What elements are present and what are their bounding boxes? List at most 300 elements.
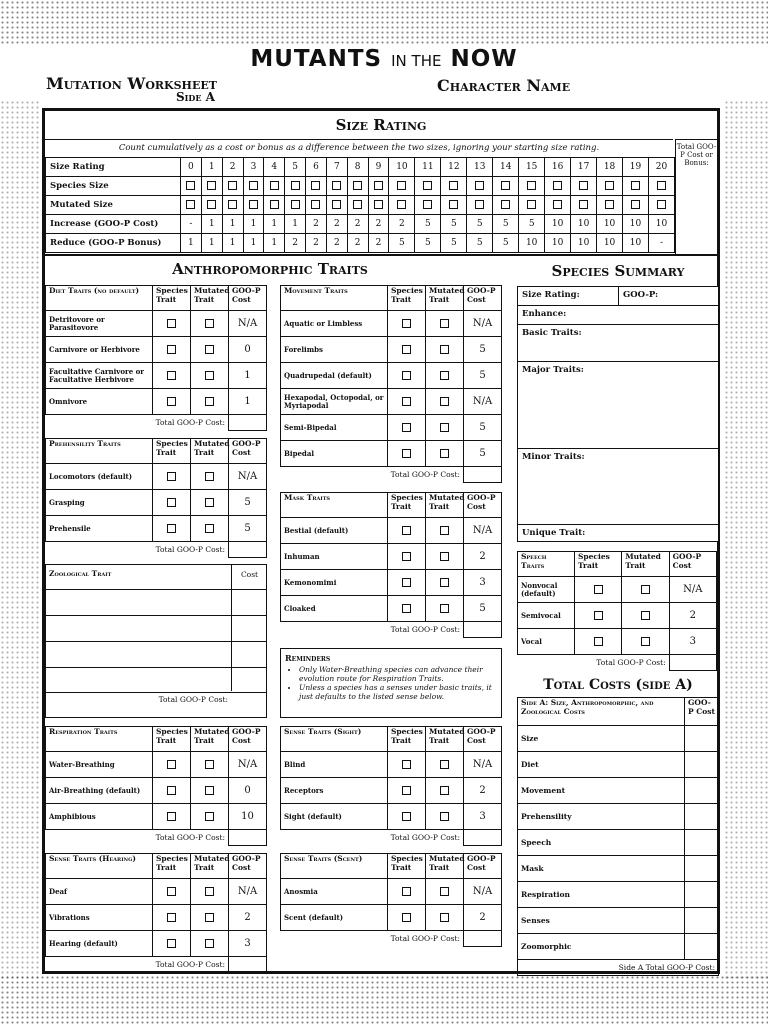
goop-cost-header: GOO-P Cost <box>229 854 267 879</box>
diet-total-row <box>46 415 267 431</box>
trait-label: Blind <box>281 752 388 778</box>
mutated-trait-checkbox[interactable] <box>426 518 464 544</box>
trait-cost: 5 <box>229 516 267 542</box>
mutated-trait-checkbox[interactable] <box>622 577 669 603</box>
respiration-trait-table <box>45 726 267 846</box>
trait-cost: 2 <box>229 905 267 931</box>
trait-label: Vocal <box>518 629 575 655</box>
totals-row-value[interactable] <box>685 882 719 908</box>
species-size-checkbox[interactable] <box>222 177 243 196</box>
total-goop-cost-field[interactable] <box>229 830 267 846</box>
mask-total-row <box>281 622 502 638</box>
zoological-line[interactable] <box>46 641 266 668</box>
mutated-size-checkbox[interactable] <box>306 196 327 215</box>
species-trait-checkbox[interactable] <box>388 415 426 441</box>
reduce-row: Reduce (GOO-P Bonus) 1 1 1 1 1 2 2 2 2 2 5 5 5 5 5 10 10 10 10 10 - <box>46 234 675 253</box>
trait-cost: 5 <box>464 441 502 467</box>
totals-header-row <box>518 698 719 726</box>
mutated-trait-checkbox[interactable] <box>191 311 229 337</box>
mutated-size-checkbox[interactable] <box>201 196 222 215</box>
species-trait-header: Species Trait <box>388 493 426 518</box>
mutated-trait-checkbox[interactable] <box>426 778 464 804</box>
mask-trait-table <box>280 492 502 638</box>
mutated-trait-checkbox[interactable] <box>426 544 464 570</box>
mask-row <box>281 570 502 596</box>
totals-row <box>518 778 719 804</box>
mutated-trait-header: Mutated Trait <box>191 439 229 464</box>
mutated-trait-checkbox[interactable] <box>426 311 464 337</box>
trait-cost: 2 <box>669 603 716 629</box>
texture <box>724 100 768 980</box>
species-trait-checkbox[interactable] <box>388 570 426 596</box>
goop-cost-header: GOO-P Cost <box>464 286 502 311</box>
hearing-trait-table <box>45 853 267 973</box>
species-trait-checkbox[interactable] <box>388 596 426 622</box>
summary-enhance[interactable]: Enhance: <box>518 306 718 325</box>
trait-label: Grasping <box>46 490 153 516</box>
mutated-trait-checkbox[interactable] <box>426 363 464 389</box>
sight-total-row <box>281 830 502 846</box>
speech-header-row <box>518 552 717 577</box>
increase-value: 10 <box>545 215 571 234</box>
mutated-trait-checkbox[interactable] <box>191 389 229 415</box>
species-trait-checkbox[interactable] <box>388 389 426 415</box>
mutated-trait-checkbox[interactable] <box>191 363 229 389</box>
trait-cost: N/A <box>464 311 502 337</box>
speech-row <box>518 629 717 655</box>
size-value: 15 <box>519 158 545 177</box>
movement-row <box>281 441 502 467</box>
species-trait-header: Species Trait <box>153 439 191 464</box>
mutated-trait-checkbox[interactable] <box>191 905 229 931</box>
species-trait-checkbox[interactable] <box>153 389 191 415</box>
diet-row <box>46 389 267 415</box>
total-goop-cost-field[interactable] <box>229 415 267 431</box>
reduce-value: 5 <box>389 234 415 253</box>
trait-label: Sight (default) <box>281 804 388 830</box>
mutated-size-checkbox[interactable] <box>347 196 368 215</box>
scent-trait-table <box>280 853 502 947</box>
totals-row-label: Zoomorphic <box>518 934 685 960</box>
respiration-row <box>46 804 267 830</box>
species-size-checkbox[interactable] <box>597 177 623 196</box>
species-trait-header: Species Trait <box>388 854 426 879</box>
mask-row <box>281 544 502 570</box>
trait-label: Vibrations <box>46 905 153 931</box>
texture <box>0 975 768 1024</box>
reduce-value: 10 <box>623 234 649 253</box>
respiration-row <box>46 778 267 804</box>
mutated-trait-checkbox[interactable] <box>426 570 464 596</box>
sight-table <box>280 726 502 846</box>
size-row: Size Rating 0 1 2 3 4 5 6 7 8 9 10 11 12 13 14 15 16 17 18 19 20 <box>46 158 675 177</box>
species-size-checkbox[interactable] <box>389 177 415 196</box>
trait-label: Bipedal <box>281 441 388 467</box>
prehensility-row <box>46 464 267 490</box>
species-size-checkbox[interactable] <box>441 177 467 196</box>
total-goop-cost-field[interactable] <box>464 830 502 846</box>
hearing-total-row <box>46 957 267 973</box>
mutated-size-checkbox[interactable] <box>493 196 519 215</box>
size-rating-table <box>45 157 675 253</box>
respiration-row <box>46 752 267 778</box>
mutated-size-checkbox[interactable] <box>648 196 674 215</box>
species-trait-checkbox[interactable] <box>388 363 426 389</box>
mutated-size-checkbox[interactable] <box>368 196 389 215</box>
species-trait-header: Species Trait <box>388 727 426 752</box>
species-trait-checkbox[interactable] <box>153 311 191 337</box>
species-trait-checkbox[interactable] <box>153 363 191 389</box>
trait-cost: 1 <box>229 363 267 389</box>
total-goop-cost-field[interactable] <box>229 957 267 973</box>
prehensility-header-row <box>46 439 267 464</box>
mutated-trait-checkbox[interactable] <box>426 389 464 415</box>
sight-row <box>281 778 502 804</box>
trait-label: Bestial (default) <box>281 518 388 544</box>
mutated-trait-checkbox[interactable] <box>191 879 229 905</box>
size-total-label: Total GOO-P Cost or Bonus: <box>675 139 717 254</box>
sight-header-row <box>281 727 502 752</box>
mask-table <box>280 492 502 638</box>
species-trait-header: Species Trait <box>153 854 191 879</box>
increase-value: - <box>181 215 202 234</box>
totals-row <box>518 726 719 752</box>
mutated-trait-header: Mutated Trait <box>191 286 229 311</box>
reminder-item: • Unless a species has a senses under basic traits, it just defaults to the listed sense below. <box>299 683 497 701</box>
increase-value: 10 <box>571 215 597 234</box>
species-trait-checkbox[interactable] <box>153 804 191 830</box>
trait-label: Semivocal <box>518 603 575 629</box>
zoological-line[interactable] <box>46 667 266 693</box>
species-size-row: Species Size <box>46 177 675 196</box>
mutated-size-checkbox[interactable] <box>389 196 415 215</box>
trait-cost: 0 <box>229 778 267 804</box>
totals-cost-header: GOO-P Cost <box>685 698 719 726</box>
summary-size-label: Size Rating: <box>522 290 580 300</box>
mutated-size-checkbox[interactable] <box>181 196 202 215</box>
mutated-size-checkbox[interactable] <box>597 196 623 215</box>
mutated-trait-checkbox[interactable] <box>191 752 229 778</box>
sight-row <box>281 804 502 830</box>
total-goop-cost-field[interactable] <box>464 931 502 947</box>
species-trait-checkbox[interactable] <box>388 337 426 363</box>
species-trait-checkbox[interactable] <box>153 752 191 778</box>
speech-trait-table <box>517 551 717 671</box>
size-rating-section <box>45 111 717 256</box>
species-trait-checkbox[interactable] <box>153 931 191 957</box>
mutated-size-checkbox[interactable] <box>623 196 649 215</box>
species-trait-checkbox[interactable] <box>153 516 191 542</box>
increase-value: 10 <box>648 215 674 234</box>
species-size-checkbox[interactable] <box>545 177 571 196</box>
diet-row <box>46 363 267 389</box>
totals-row-value[interactable] <box>685 752 719 778</box>
species-size-checkbox[interactable] <box>181 177 202 196</box>
totals-row-label: Diet <box>518 752 685 778</box>
species-trait-checkbox[interactable] <box>388 518 426 544</box>
species-size-checkbox[interactable] <box>243 177 264 196</box>
size-value: 20 <box>648 158 674 177</box>
trait-label: Hexapodal, Octopodal, or Myriapodal <box>281 389 388 415</box>
summary-minor-traits[interactable]: Minor Traits: <box>518 449 718 525</box>
species-trait-checkbox[interactable] <box>153 778 191 804</box>
species-size-checkbox[interactable] <box>415 177 441 196</box>
diet-header-row <box>46 286 267 311</box>
increase-value: 1 <box>264 215 285 234</box>
total-goop-cost-label: Total GOO-P Cost: <box>390 934 460 944</box>
reduce-value: 5 <box>467 234 493 253</box>
mutated-trait-checkbox[interactable] <box>191 516 229 542</box>
increase-value: 5 <box>415 215 441 234</box>
totals-row-value[interactable] <box>685 908 719 934</box>
zoological-box <box>45 564 267 718</box>
sight-trait-table <box>280 726 502 846</box>
totals-row-value[interactable] <box>685 856 719 882</box>
reduce-value: 10 <box>519 234 545 253</box>
movement-title: Movement Traits <box>281 286 388 311</box>
goop-cost-header: GOO-P Cost <box>464 854 502 879</box>
mutated-trait-checkbox[interactable] <box>426 905 464 931</box>
species-size-checkbox[interactable] <box>571 177 597 196</box>
trait-label: Water-Breathing <box>46 752 153 778</box>
species-trait-checkbox[interactable] <box>153 464 191 490</box>
sight-row <box>281 752 502 778</box>
mutated-trait-checkbox[interactable] <box>426 441 464 467</box>
total-goop-cost-label: Total GOO-P Cost: <box>155 960 225 970</box>
increase-value: 2 <box>306 215 327 234</box>
movement-trait-table <box>280 285 502 483</box>
mask-title: Mask Traits <box>281 493 388 518</box>
trait-cost: N/A <box>464 389 502 415</box>
summary-basic-traits[interactable]: Basic Traits: <box>518 325 718 362</box>
increase-value: 2 <box>326 215 347 234</box>
mutated-trait-checkbox[interactable] <box>191 778 229 804</box>
trait-label: Prehensile <box>46 516 153 542</box>
total-goop-cost-field[interactable] <box>464 467 502 483</box>
scent-total-row <box>281 931 502 947</box>
zoological-line[interactable] <box>46 615 266 642</box>
species-trait-checkbox[interactable] <box>153 490 191 516</box>
mutated-trait-checkbox[interactable] <box>426 879 464 905</box>
size-value: 11 <box>415 158 441 177</box>
species-trait-checkbox[interactable] <box>388 441 426 467</box>
mutated-trait-checkbox[interactable] <box>191 464 229 490</box>
trait-label: Hearing (default) <box>46 931 153 957</box>
increase-value: 2 <box>368 215 389 234</box>
movement-row <box>281 389 502 415</box>
species-size-checkbox[interactable] <box>201 177 222 196</box>
species-trait-checkbox[interactable] <box>388 804 426 830</box>
trait-label: Kemonomimi <box>281 570 388 596</box>
species-trait-checkbox[interactable] <box>153 905 191 931</box>
mutated-trait-header: Mutated Trait <box>426 493 464 518</box>
trait-cost: 5 <box>229 490 267 516</box>
size-value: 17 <box>571 158 597 177</box>
reduce-value: 2 <box>326 234 347 253</box>
mutated-trait-header: Mutated Trait <box>191 854 229 879</box>
trait-label: Deaf <box>46 879 153 905</box>
species-trait-checkbox[interactable] <box>153 879 191 905</box>
species-size-checkbox[interactable] <box>467 177 493 196</box>
character-name-label: Character Name <box>437 76 571 95</box>
hearing-row <box>46 905 267 931</box>
species-trait-checkbox[interactable] <box>388 544 426 570</box>
zoological-title: Zoological Trait <box>49 569 112 578</box>
species-trait-checkbox[interactable] <box>575 629 622 655</box>
mutated-size-checkbox[interactable] <box>264 196 285 215</box>
reduce-value: 5 <box>415 234 441 253</box>
totals-row <box>518 856 719 882</box>
mutated-trait-header: Mutated Trait <box>622 552 669 577</box>
totals-row-value[interactable] <box>685 778 719 804</box>
anthropomorphic-title: Anthropomorphic Traits <box>172 260 368 278</box>
increase-value: 5 <box>519 215 545 234</box>
mutated-trait-checkbox[interactable] <box>426 337 464 363</box>
trait-cost: 5 <box>464 363 502 389</box>
species-trait-checkbox[interactable] <box>153 337 191 363</box>
total-goop-cost-label: Total GOO-P Cost: <box>155 418 225 428</box>
summary-major-traits[interactable]: Major Traits: <box>518 362 718 449</box>
totals-row-value[interactable] <box>685 934 719 960</box>
totals-row-label: Mask <box>518 856 685 882</box>
reduce-value: 1 <box>243 234 264 253</box>
summary-unique-trait[interactable]: Unique Trait: <box>522 528 586 538</box>
trait-label: Locomotors (default) <box>46 464 153 490</box>
mutated-trait-checkbox[interactable] <box>191 931 229 957</box>
species-size-checkbox[interactable] <box>368 177 389 196</box>
trait-label: Air-Breathing (default) <box>46 778 153 804</box>
increase-value: 2 <box>347 215 368 234</box>
increase-value: 10 <box>597 215 623 234</box>
species-size-checkbox[interactable] <box>648 177 674 196</box>
mutated-size-checkbox[interactable] <box>545 196 571 215</box>
mutated-size-checkbox[interactable] <box>467 196 493 215</box>
species-size-checkbox[interactable] <box>264 177 285 196</box>
speech-table <box>517 551 717 671</box>
mask-row <box>281 518 502 544</box>
mutated-trait-checkbox[interactable] <box>622 603 669 629</box>
goop-cost-header: GOO-P Cost <box>464 493 502 518</box>
reminders-list <box>299 665 497 701</box>
increase-value: 5 <box>493 215 519 234</box>
respiration-title: Respiration Traits <box>46 727 153 752</box>
mutated-size-checkbox[interactable] <box>519 196 545 215</box>
trait-label: Forelimbs <box>281 337 388 363</box>
mutated-trait-checkbox[interactable] <box>426 804 464 830</box>
size-value: 5 <box>285 158 306 177</box>
hearing-header-row <box>46 854 267 879</box>
trait-label: Nonvocal (default) <box>518 577 575 603</box>
totals-head: Side A: Size, Anthropomorphic, and Zoological Costs <box>518 698 685 726</box>
mutated-trait-checkbox[interactable] <box>191 804 229 830</box>
size-value: 8 <box>347 158 368 177</box>
species-trait-checkbox[interactable] <box>575 603 622 629</box>
hearing-row <box>46 931 267 957</box>
mutated-trait-checkbox[interactable] <box>426 596 464 622</box>
total-goop-cost-field[interactable] <box>229 542 267 558</box>
total-goop-cost-field[interactable] <box>464 622 502 638</box>
mutated-size-checkbox[interactable] <box>285 196 306 215</box>
total-goop-cost-label: Total GOO-P Cost: <box>596 658 666 668</box>
mutated-size-checkbox[interactable] <box>441 196 467 215</box>
speech-total-row <box>518 655 717 671</box>
trait-label: Receptors <box>281 778 388 804</box>
reduce-value: 2 <box>306 234 327 253</box>
species-size-checkbox[interactable] <box>306 177 327 196</box>
size-value: 7 <box>326 158 347 177</box>
species-size-checkbox[interactable] <box>623 177 649 196</box>
totals-row <box>518 804 719 830</box>
summary-goop-label: GOO-P: <box>618 287 662 305</box>
species-size-checkbox[interactable] <box>285 177 306 196</box>
prehensility-row <box>46 490 267 516</box>
increase-value: 1 <box>285 215 306 234</box>
mutated-trait-checkbox[interactable] <box>191 337 229 363</box>
species-trait-checkbox[interactable] <box>388 905 426 931</box>
mutated-size-checkbox[interactable] <box>415 196 441 215</box>
zoological-line[interactable] <box>46 589 266 616</box>
total-goop-cost-field[interactable] <box>669 655 716 671</box>
species-size-checkbox[interactable] <box>347 177 368 196</box>
increase-value: 5 <box>467 215 493 234</box>
trait-cost: N/A <box>229 752 267 778</box>
species-trait-checkbox[interactable] <box>575 577 622 603</box>
goop-cost-header: GOO-P Cost <box>669 552 716 577</box>
trait-label: Anosmia <box>281 879 388 905</box>
mutated-size-checkbox[interactable] <box>243 196 264 215</box>
diet-row <box>46 311 267 337</box>
mutated-trait-header: Mutated Trait <box>191 727 229 752</box>
movement-row <box>281 311 502 337</box>
size-value: 0 <box>181 158 202 177</box>
mutated-size-checkbox[interactable] <box>571 196 597 215</box>
trait-cost: 5 <box>464 596 502 622</box>
species-size-checkbox[interactable] <box>519 177 545 196</box>
totals-row-label: Speech <box>518 830 685 856</box>
species-trait-checkbox[interactable] <box>388 311 426 337</box>
species-trait-checkbox[interactable] <box>388 778 426 804</box>
total-goop-cost-label: Total GOO-P Cost: <box>390 625 460 635</box>
goop-cost-header: GOO-P Cost <box>229 286 267 311</box>
respiration-total-row <box>46 830 267 846</box>
species-size-checkbox[interactable] <box>326 177 347 196</box>
mask-header-row <box>281 493 502 518</box>
species-size-checkbox[interactable] <box>493 177 519 196</box>
hearing-row <box>46 879 267 905</box>
species-summary-box <box>517 286 719 542</box>
mutated-trait-checkbox[interactable] <box>426 752 464 778</box>
mutated-trait-checkbox[interactable] <box>622 629 669 655</box>
increase-value: 1 <box>201 215 222 234</box>
trait-label: Inhuman <box>281 544 388 570</box>
scent-table <box>280 853 502 947</box>
totals-row-value[interactable] <box>685 804 719 830</box>
mutated-size-checkbox[interactable] <box>222 196 243 215</box>
totals-row-value[interactable] <box>685 830 719 856</box>
totals-row-value[interactable] <box>685 726 719 752</box>
mutated-trait-checkbox[interactable] <box>426 415 464 441</box>
trait-cost: 5 <box>464 337 502 363</box>
totals-row <box>518 908 719 934</box>
mutated-size-checkbox[interactable] <box>326 196 347 215</box>
reduce-value: 2 <box>368 234 389 253</box>
mutated-trait-checkbox[interactable] <box>191 490 229 516</box>
species-trait-checkbox[interactable] <box>388 752 426 778</box>
trait-cost: 2 <box>464 544 502 570</box>
species-trait-checkbox[interactable] <box>388 879 426 905</box>
trait-label: Amphibious <box>46 804 153 830</box>
trait-cost: N/A <box>464 752 502 778</box>
